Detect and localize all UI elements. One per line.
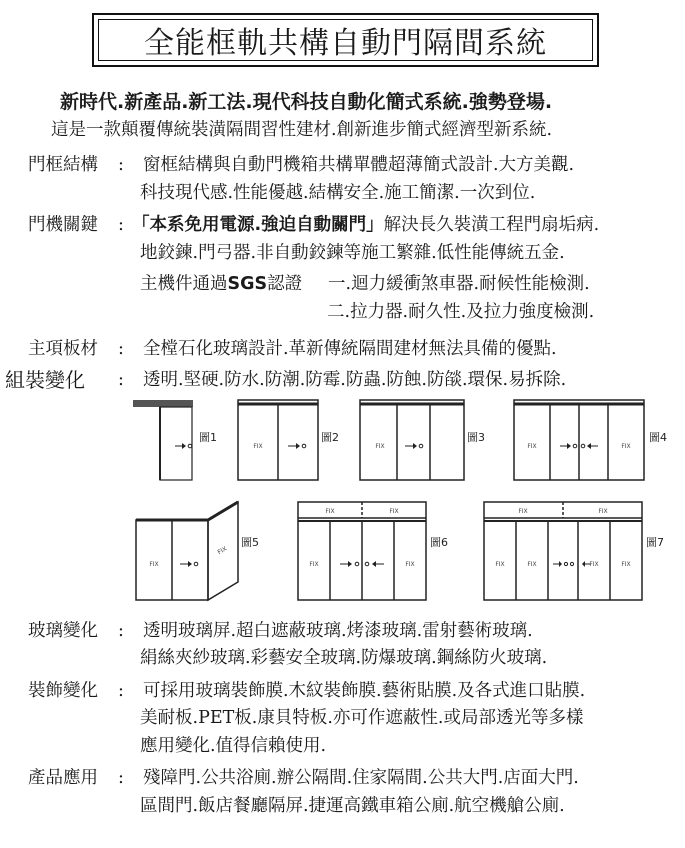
- fix-label: FIX: [405, 561, 415, 568]
- fix-label: FIX: [527, 443, 537, 450]
- figure-7-label: 圖7: [646, 536, 664, 549]
- figure-2: [238, 400, 318, 480]
- machine-colon: :: [118, 215, 124, 235]
- frame-line-2: 科技現代感.性能優越.結構安全.施工簡潔.一次到位.: [140, 183, 536, 203]
- door-diagrams: [0, 390, 685, 610]
- fix-label: FIX: [375, 443, 385, 450]
- apps-label: 產品應用: [28, 768, 98, 788]
- apps-line-1: 殘障門.公共浴廁.辦公隔間.住家隔間.公共大門.店面大門.: [143, 768, 579, 788]
- cert-prefix: 主機件通過: [140, 274, 228, 294]
- fix-label: FIX: [598, 508, 608, 515]
- fix-label: FIX: [527, 561, 537, 568]
- fix-label: FIX: [325, 508, 335, 515]
- machine-line-2: 地鉸鍊.門弓器.非自動鉸鍊等施工繁雜.低性能傳統五金.: [140, 243, 565, 263]
- panel-line: 全樘石化玻璃設計.革新傳統隔間建材無法具備的優點.: [143, 339, 557, 359]
- title-box: [92, 13, 599, 67]
- figure-3-label: 圖3: [467, 431, 485, 444]
- machine-cert: [140, 273, 302, 295]
- decor-line-1: 可採用玻璃裝飾膜.木紋裝飾膜.藝術貼膜.及各式進口貼膜.: [143, 681, 586, 701]
- figure-1-label: 圖1: [199, 431, 217, 444]
- apps-colon: :: [118, 768, 124, 788]
- glass-colon: :: [118, 621, 124, 641]
- fix-label: FIX: [309, 561, 319, 568]
- decor-line-3: 應用變化.值得信賴使用.: [140, 736, 327, 756]
- glass-line-2: 絹絲夾紗玻璃.彩藝安全玻璃.防爆玻璃.鋼絲防火玻璃.: [140, 648, 548, 668]
- fix-label: FIX: [253, 443, 263, 450]
- figure-4-label: 圖4: [649, 431, 667, 444]
- page-title: 全能框軌共構自動門隔間系統: [98, 19, 593, 61]
- glass-label: 玻璃變化: [28, 621, 98, 641]
- cert-suffix: 認證: [267, 274, 303, 294]
- cert-sgs: SGS: [227, 274, 268, 294]
- figure-6-label: 圖6: [430, 536, 448, 549]
- fix-label: FIX: [621, 443, 631, 450]
- fix-label: FIX: [216, 545, 229, 557]
- machine-line-1: [132, 214, 599, 236]
- assembly-line: 透明.堅硬.防水.防潮.防霉.防蟲.防蝕.防燄.環保.易拆除.: [143, 370, 567, 390]
- intro-text: 這是一款顛覆傳統裝潢隔間習性建材.創新進步簡式經濟型新系統.: [51, 120, 553, 140]
- figure-1: [133, 400, 193, 480]
- figure-5-label: 圖5: [241, 536, 259, 549]
- headline: 新時代.新產品.新工法.現代科技自動化簡式系統.強勢登場.: [60, 91, 553, 113]
- decor-line-2: 美耐板.PET板.康貝特板.亦可作遮蔽性.或局部透光等多樣: [140, 708, 584, 728]
- machine-line-1-rest: 解決長久裝潢工程門扇垢病.: [383, 215, 600, 235]
- assembly-label: 組裝變化: [5, 368, 85, 392]
- frame-colon: :: [118, 155, 124, 175]
- decor-colon: :: [118, 681, 124, 701]
- figure-3: [360, 400, 464, 480]
- test-line-1: 一.迴力緩衝煞車器.耐候性能檢測.: [328, 274, 590, 294]
- assembly-colon: :: [118, 370, 124, 390]
- fix-label: FIX: [621, 561, 631, 568]
- fix-label: FIX: [589, 561, 599, 568]
- figure-6: [298, 502, 426, 600]
- figure-4: [514, 400, 644, 480]
- machine-label: 門機關鍵: [28, 215, 98, 235]
- panel-colon: :: [118, 339, 124, 359]
- panel-label: 主項板材: [28, 339, 98, 359]
- frame-line-1: 窗框結構與自動門機箱共構單體超薄簡式設計.大方美觀.: [143, 155, 575, 175]
- figure-2-label: 圖2: [321, 431, 339, 444]
- figure-7: [484, 502, 642, 600]
- apps-line-2: 區間門.飯店餐廳隔屏.捷運高鐵車箱公廁.航空機艙公廁.: [140, 796, 565, 816]
- decor-label: 裝飾變化: [28, 681, 98, 701]
- fix-label: FIX: [518, 508, 528, 515]
- fix-label: FIX: [149, 561, 159, 568]
- fix-label: FIX: [389, 508, 399, 515]
- glass-line-1: 透明玻璃屏.超白遮蔽玻璃.烤漆玻璃.雷射藝術玻璃.: [143, 621, 533, 641]
- fix-label: FIX: [495, 561, 505, 568]
- test-line-2: 二.拉力器.耐久性.及拉力強度檢測.: [327, 302, 595, 322]
- frame-label: 門框結構: [28, 155, 98, 175]
- machine-highlight: 「本系免用電源.強迫自動關門」: [132, 215, 384, 235]
